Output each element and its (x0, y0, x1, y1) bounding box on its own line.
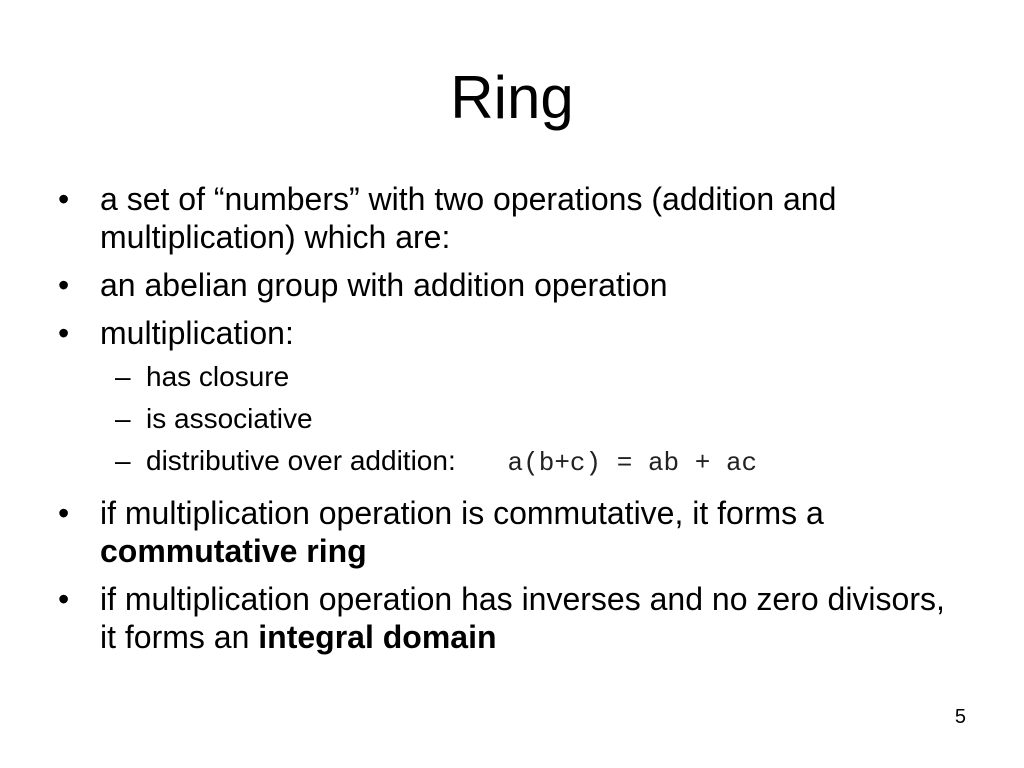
bullet-text: an abelian group with addition operation (100, 267, 668, 303)
bullet-mark: • (58, 581, 70, 617)
sub-bullet-mark: – (115, 403, 131, 434)
distributive-formula: a(b+c) = ab + ac (507, 448, 758, 478)
sub-bullet-text: distributive over addition: (146, 445, 456, 476)
sub-bullet-text: has closure (146, 361, 290, 392)
bullet-term-bold: commutative ring (100, 533, 367, 569)
bullet-item (58, 580, 958, 656)
bullet-item (58, 314, 958, 352)
bullet-text: if multiplication operation is commutative, it forms a (100, 495, 824, 531)
sub-bullet-mark: – (115, 445, 131, 476)
sub-bullet-item (58, 360, 958, 393)
slide-title: Ring (450, 64, 574, 131)
bullet-item (58, 266, 958, 304)
page-number: 5 (954, 706, 966, 728)
bullet-item (58, 180, 958, 256)
sub-bullet-list (58, 360, 958, 480)
bullet-text: a set of “numbers” with two operations (addition and multiplication) which are: (100, 181, 837, 255)
bullet-mark: • (58, 495, 70, 531)
sub-bullet-text: is associative (146, 403, 313, 434)
bullet-item (58, 494, 958, 570)
bullet-term-bold: integral domain (258, 619, 497, 655)
bullet-text: multiplication: (100, 315, 294, 351)
bullet-mark: • (58, 315, 70, 351)
bullet-text: if multiplication operation has inverses and no zero divisors, it forms an (100, 581, 945, 655)
bullet-mark: • (58, 181, 70, 217)
sub-bullet-item (58, 402, 958, 435)
sub-bullet-item (58, 444, 958, 480)
slide-content (58, 180, 958, 666)
bullet-mark: • (58, 267, 70, 303)
sub-bullet-mark: – (115, 361, 131, 392)
